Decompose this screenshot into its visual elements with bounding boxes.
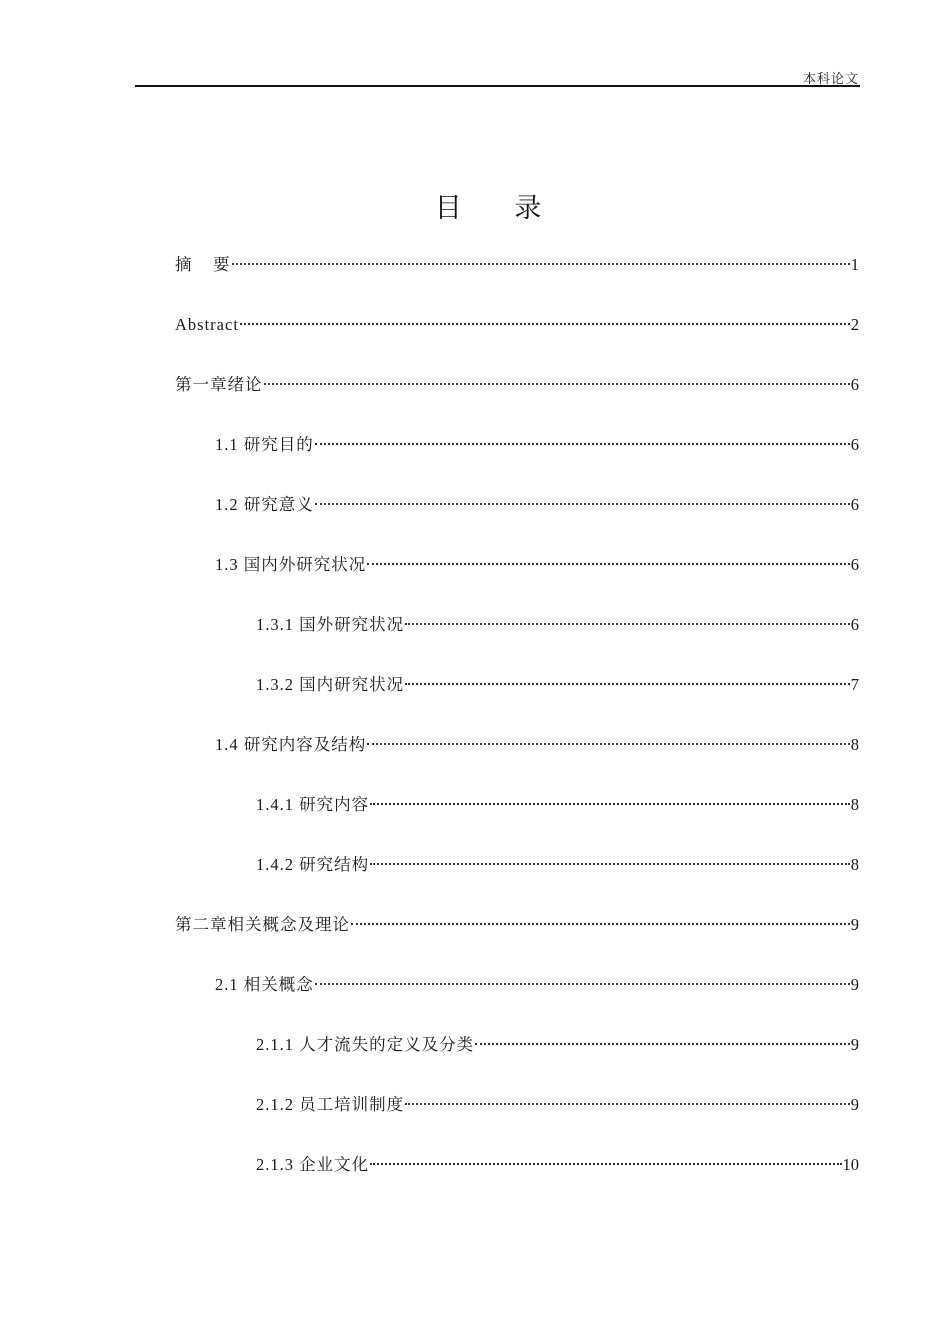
toc-entry-label: 1.4.2 研究结构 [256,855,370,874]
toc-entry[interactable] [256,1030,859,1060]
toc-entry[interactable] [175,370,859,400]
toc-entry-page-number: 6 [850,375,859,394]
dot-leader [370,1163,841,1165]
toc-title: 目 录 [434,193,564,224]
toc-entry-page-number: 8 [850,735,859,754]
dot-leader [475,1043,850,1045]
toc-entry-page-number: 9 [850,975,859,994]
toc-entry-label: 第一章绪论 [175,375,263,394]
dot-leader [315,983,850,985]
dot-leader [367,563,850,565]
toc-entry-page-number: 8 [850,795,859,814]
toc-entry[interactable] [256,1150,859,1180]
dot-leader [405,1103,850,1105]
toc-entry-page-number: 6 [850,555,859,574]
toc-entry[interactable] [256,850,859,880]
toc-entry[interactable] [215,970,859,1000]
toc-entry[interactable] [175,910,859,940]
toc-entry-label: 2.1.2 员工培训制度 [256,1095,405,1114]
dot-leader [315,443,850,445]
toc-entry[interactable] [256,790,859,820]
toc-entry-label: 1.3 国内外研究状况 [215,555,367,574]
toc-entry-page-number: 1 [850,255,859,274]
toc-entry[interactable] [215,490,859,520]
toc-entry[interactable] [215,550,859,580]
toc-entry-label: 2.1.1 人才流失的定义及分类 [256,1035,475,1054]
header-rule [135,85,860,87]
toc-entry[interactable] [175,310,859,340]
dot-leader [370,863,850,865]
toc-entry-page-number: 9 [850,915,859,934]
dot-leader [405,683,850,685]
toc-entry-page-number: 6 [850,435,859,454]
dot-leader [367,743,850,745]
dot-leader [264,383,850,385]
toc-entry-label: 1.2 研究意义 [215,495,314,514]
toc-entry[interactable] [256,610,859,640]
toc-entry-page-number: 9 [850,1095,859,1114]
toc-entry[interactable] [256,1090,859,1120]
toc-entry[interactable] [175,250,859,280]
toc-entry-label: 1.1 研究目的 [215,435,314,454]
toc-entry[interactable] [215,730,859,760]
toc-entry-page-number: 2 [850,315,859,334]
toc-entry-label: 1.3.2 国内研究状况 [256,675,405,694]
toc-entry[interactable] [215,430,859,460]
dot-leader [315,503,850,505]
toc-entry-label: 第二章相关概念及理论 [175,915,350,934]
toc-entry[interactable] [256,670,859,700]
running-header: 本科论文 [802,71,859,86]
toc-entry-label: 2.1 相关概念 [215,975,314,994]
dot-leader [351,923,850,925]
toc-entry-label: Abstract [175,315,239,334]
toc-entry-label: 1.4.1 研究内容 [256,795,370,814]
dot-leader [240,323,850,325]
dot-leader [370,803,850,805]
dot-leader [232,263,850,265]
toc-entry-page-number: 6 [850,615,859,634]
dot-leader [405,623,850,625]
toc-entry-label: 2.1.3 企业文化 [256,1155,370,1174]
toc-entry-page-number: 9 [850,1035,859,1054]
toc-entry-page-number: 7 [850,675,859,694]
toc-entry-page-number: 6 [850,495,859,514]
toc-entry-label: 摘 要 [175,255,231,274]
toc-entry-page-number: 10 [842,1155,859,1174]
toc-entry-page-number: 8 [850,855,859,874]
toc-entry-label: 1.4 研究内容及结构 [215,735,367,754]
toc-entry-label: 1.3.1 国外研究状况 [256,615,405,634]
